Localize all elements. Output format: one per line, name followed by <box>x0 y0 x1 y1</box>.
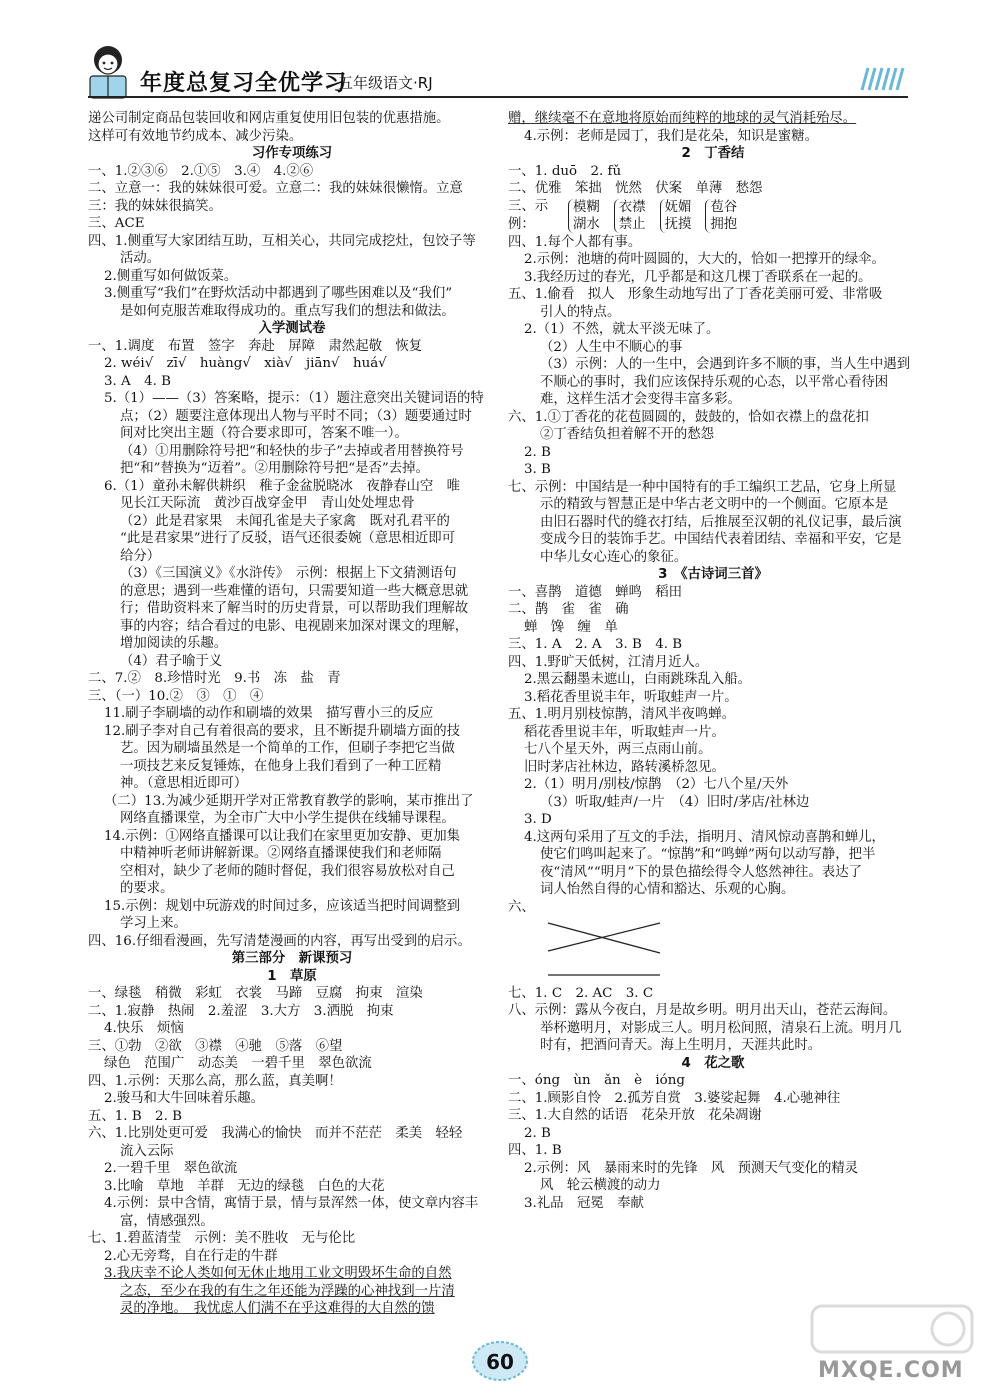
answer-line: 是如何克服苦难取得成功的。重点写我们的想法和做法。 <box>120 303 455 319</box>
answer-line: 2.示例：风 暴雨来时的先锋 风 预测天气变化的精灵 <box>524 1160 859 1176</box>
answer-line: 四、1.每个人都有事。 <box>508 234 642 250</box>
answer-line: 三：我的妹妹很搞笑。 <box>88 198 222 214</box>
answer-line: 间对比突出主题（符合要求即可，答案不唯一）。 <box>120 426 408 441</box>
answer-line: 1 草原 <box>267 968 317 984</box>
answer-line: 事的内容；结合看过的电影、电视剧来加深对课文的理解， <box>120 618 469 634</box>
stripe-mark <box>897 68 903 90</box>
answer-line: 风 轮云横渡的动力 <box>540 1178 661 1193</box>
brace-answer-row <box>508 198 918 234</box>
right-answer-column <box>508 110 918 1212</box>
answer-line: 三、1.大自然的话语 花朵开放 花朵凋谢 <box>508 1108 762 1123</box>
answer-line: 不顺心的事时，我们应该保持乐观的心态，以平常心看待困 <box>540 374 889 390</box>
answer-line: 一项技艺来反复锤炼，在他身上我们看到了一种工匠精 <box>120 758 442 774</box>
answer-line: 3. D <box>524 812 552 827</box>
answer-line: （2）人生中不顺心的事 <box>540 339 683 355</box>
answer-line: 富，情感强烈。 <box>120 1213 214 1229</box>
matching-label: 六、 <box>508 899 535 913</box>
answer-line: 入学测试卷 <box>258 321 326 336</box>
answer-line: 七、1. C 2. AC 3. C <box>508 985 654 1001</box>
answer-line: 四、1. B <box>508 1143 562 1158</box>
answer-line: 难，这样生活才会变得丰富多彩。 <box>540 392 741 407</box>
answer-line: 七八个星天外，两三点雨山前。 <box>524 742 712 757</box>
answer-line: 2.侧重写如何做饭菜。 <box>104 268 238 284</box>
answer-line: 3.我庆幸不论人类如何无休止地用工业文明毁坏生命的自然 <box>104 1266 452 1281</box>
answer-line: 三、ACE <box>88 216 145 231</box>
brace-word: 苞谷 <box>710 199 738 215</box>
answer-line: 2 丁香结 <box>681 146 745 161</box>
answer-line: 2.骏马和大牛回味着乐趣。 <box>104 1091 265 1106</box>
header-rule <box>88 96 908 98</box>
answer-line: 点；（2）题要注意体现出人物与平时不同；（3）题要通过时 <box>120 408 472 424</box>
answer-line: 网络直播课堂，为全市广大中小学生提供在线辅导课程。 <box>120 811 455 826</box>
brace-group <box>660 199 692 233</box>
answer-line: 3. B <box>524 462 551 477</box>
answer-line: 一、1. duō 2. fǔ <box>508 163 622 179</box>
answer-line: 五、1.偷看 拟人 形象生动地写出了丁香花美丽可爱、非常吸 <box>508 287 883 302</box>
answer-line: 流入云际 <box>120 1143 174 1159</box>
answer-line: 2.黑云翻墨未遮山，白雨跳珠乱入船。 <box>524 672 752 687</box>
answer-line: 3.侧重写“我们”在野炊活动中都遇到了哪些困难以及“我们” <box>104 286 453 301</box>
matching-lines-diagram <box>542 917 672 981</box>
answer-line: 二、1.寂静 热闹 2.羞涩 3.大方 3.洒脱 拘束 <box>88 1003 394 1019</box>
answer-line: “此是君家果”进行了反驳，语气还很委婉（意思相近即可 <box>120 531 456 546</box>
answer-line: 6.（1）童孙未解供耕织 稚子金盆脱晓冰 夜静春山空 唯 <box>104 478 461 494</box>
grade-subject-label: 五年级语文·RJ <box>338 74 433 92</box>
answer-line: （3）《三国演义》《水浒传》 示例：根据上下文猜测语句 <box>120 566 457 581</box>
answer-line: 引人的特点。 <box>540 304 621 320</box>
answer-line: 15.示例：规划中玩游戏的时间过多，应该适当把时间调整到 <box>104 898 461 914</box>
answer-line: 赠，继续毫不在意地将原始而纯粹的地球的灵气消耗殆尽。 <box>508 111 857 126</box>
answer-line: 4.这两句采用了互文的手法，指明月、清风惊动喜鹊和蝉儿， <box>524 829 885 845</box>
stripe-mark <box>876 68 882 90</box>
answer-line: 七、示例：中国结是一种中国特有的手工编织工艺品，它身上所显 <box>508 479 897 495</box>
answer-line: 示的精致与智慧正是中华古老文明中的一个侧面。它原本是 <box>540 497 889 512</box>
answer-line: 夜“清风”“明月”下的景色描绘得令人悠然神往。表达了 <box>540 864 862 880</box>
answer-line: 五、1. B 2. B <box>88 1108 182 1124</box>
answer-line: 的意思；遇到一些难懂的语句，只需要知道一些大概意思就 <box>120 583 469 599</box>
stripe-mark <box>862 68 868 90</box>
answer-line: 14.示例：①网络直播课可以让我们在家里更加安静、更加集 <box>104 828 461 844</box>
answer-line: 七、1.碧蓝清莹 示例：美不胜收 无与伦比 <box>88 1231 356 1246</box>
brace-group <box>568 199 600 233</box>
answer-line: 二、立意一：我的妹妹很可爱。立意二：我的妹妹很懒惰。立意 <box>88 181 463 196</box>
answer-line: 2.一碧千里 翠色欲流 <box>104 1161 238 1176</box>
answer-line: 词人怡然自得的心情和豁达、乐观的心胸。 <box>540 882 795 897</box>
answer-line: 把“和”替换为“迈着”。②用删除符号把“是否”去掉。 <box>120 461 429 476</box>
brace-word: 抚摸 <box>664 216 692 232</box>
answer-line: 2.心无旁骛，自在行走的牛群 <box>104 1248 278 1264</box>
answer-line: 绿色 范围广 动态美 一碧千里 翠色欲流 <box>104 1056 372 1071</box>
answer-line: （二）13.为减少延期开学对正常教育教学的影响，某市推出了 <box>104 793 474 809</box>
answer-line: 学习上来。 <box>120 916 187 931</box>
answer-line: 蝉 馋 缠 单 <box>524 619 618 635</box>
answer-line: 举杯邀明月，对影成三人。明月松间照，清泉石上流。明月几 <box>540 1020 902 1036</box>
answer-line: 3.稻花香里说丰年，听取蛙声一片。 <box>524 689 738 705</box>
answer-line: 一、绿毯 稍微 彩虹 衣裳 马蹄 豆腐 拘束 渲染 <box>88 986 423 1001</box>
left-answer-column <box>88 110 496 1318</box>
answer-line: 一、óng ùn ǎn è ióng <box>508 1073 685 1088</box>
brace-word: 模糊 <box>573 199 600 215</box>
brace-word: 湖水 <box>573 216 600 232</box>
answer-line: 旧时茅店社林边，路转溪桥忽见。 <box>524 759 725 775</box>
answer-line: 中精神听老师讲解新课。②网络直播课使我们和老师隔 <box>120 846 442 861</box>
answer-line: 四、1.示例：天那么高，那么蓝，真美啊！ <box>88 1073 342 1089</box>
brace-group <box>614 199 646 233</box>
answer-line: 的要求。 <box>120 881 174 896</box>
page-number: 60 <box>486 1350 514 1374</box>
answer-line: 行；借助资料来了解当时的历史背景，可以帮助我们理解故 <box>120 601 469 616</box>
answer-line: （3）示例：人的一生中，会遇到许多不顺的事，当人生中遇到 <box>540 357 911 372</box>
answer-line: 三、1. A 2. A 3. B 4. B <box>508 637 683 652</box>
answer-line: 四、16.仔细看漫画，先写清楚漫画的内容，再写出受到的启示。 <box>88 933 471 949</box>
book-series-title: 年度总复习全优学习 <box>140 71 348 96</box>
answer-line: 习作专项练习 <box>251 146 333 161</box>
answer-line: 3.比喻 草地 羊群 无边的绿毯 白色的大花 <box>104 1178 385 1194</box>
answer-line: 五、1.明月别枝惊鹊，清风半夜鸣蝉。 <box>508 707 736 722</box>
stripe-mark <box>883 68 889 90</box>
answer-line: 一、1.②③⑥ 2.①⑤ 3.④ 4.②⑥ <box>88 163 314 179</box>
answer-line: 2.示例：池塘的荷叶圆圆的，大大的，恰如一把撑开的绿伞。 <box>524 252 885 267</box>
answer-line: 神。（意思相近即可） <box>120 776 248 791</box>
brace-word: 拥抱 <box>710 216 738 232</box>
answer-line: 4.示例：老师是园丁，我们是花朵，知识是蜜糖。 <box>524 128 818 144</box>
watermark-text: MXQE.COM <box>818 1358 964 1383</box>
brace-word: 妩媚 <box>664 199 692 215</box>
answer-line: 4.示例：景中含情，寓情于景，情与景浑然一体，使文章内容丰 <box>104 1196 479 1211</box>
answer-line: 八、示例：露从今夜白，月是故乡明。明月出天山，苍茫云海间。 <box>508 1003 897 1018</box>
decorative-stripes-icon <box>858 66 908 92</box>
answer-line: 二、鹊 雀 雀 确 <box>508 602 629 617</box>
answer-line: 11.刷子李刷墙的动作和刷墙的效果 描写曹小三的反应 <box>104 706 434 721</box>
answer-line: 2. wéi√ zī√ huàng√ xià√ jiān√ huá√ <box>104 356 387 371</box>
answer-line: 由旧石器时代的缝衣打结，后推展至汉朝的礼仪记事，最后演 <box>540 514 902 530</box>
brace-group <box>705 199 737 233</box>
answer-line: 二、7.② 8.珍惜时光 9.书 冻 盐 青 <box>88 671 341 686</box>
brace-word: 禁止 <box>618 216 646 232</box>
stripe-mark <box>869 68 875 90</box>
answer-line: 5.（1）——（3）答案略，提示：（1）题注意突出关键词语的特 <box>104 391 484 406</box>
answer-line: 4.快乐 烦恼 <box>104 1021 184 1036</box>
answer-line: 使它们鸣叫起来了。“惊鹊”和“鸣蝉”两句以动写静，把半 <box>540 847 876 862</box>
answer-line: 增加阅读的乐趣。 <box>120 636 228 651</box>
answer-line: 2. B <box>524 1125 551 1141</box>
answer-line: ②丁香结负担着解不开的愁怨 <box>540 427 715 442</box>
answer-line: 四、1.野旷天低树，江清月近人。 <box>508 654 709 670</box>
answer-line: 灵的净地。 我忧虑人们满不在乎这难得的大自然的馈 <box>120 1301 435 1316</box>
brace-word: 衣襟 <box>618 199 646 215</box>
answer-line: 空相对，缺少了老师的随时督促，我们很容易放松对自己 <box>120 863 455 879</box>
answer-line: 一、喜鹊 道德 蝉鸣 稻田 <box>508 584 683 600</box>
answer-line: 六、1.比别处更可爱 我满心的愉快 而并不茫茫 柔美 轻轻 <box>88 1126 463 1141</box>
answer-line: 二、优雅 笨拙 恍然 伏案 单薄 愁怨 <box>508 181 763 196</box>
answer-line: 第三部分 新课预习 <box>231 951 353 966</box>
answer-line: 四、1.侧重写大家团结互助，互相关心，共同完成挖灶，包饺子等 <box>88 233 476 249</box>
answer-line: 稻花香里说丰年，听取蛙声一片。 <box>524 724 725 740</box>
answer-line: （4）①用删除符号把“和轻快的步子”去掉或者用替换符号 <box>120 443 464 459</box>
brace-row-label: 三、示例： <box>508 199 549 232</box>
answer-line: 一、1.调度 布置 签字 奔赴 屏障 肃然起敬 恢复 <box>88 338 423 354</box>
answer-line: （3）听取/蛙声/一片 （4）旧时/茅店/社林边 <box>540 794 810 810</box>
answer-line: （2）此是君家果 未闻孔雀是夫子家禽 既对孔君平的 <box>120 513 450 529</box>
answer-line: 这样可有效地节约成本、减少污染。 <box>88 128 303 144</box>
answer-line: 时有，把酒问青天。海上生明月，天涯共此时。 <box>540 1038 822 1053</box>
answer-line: 三、（一）10.② ③ ① ④ <box>88 688 264 704</box>
answer-line: 3.礼品 冠冕 奉献 <box>524 1195 644 1211</box>
answer-line: 见长江天际流 黄沙百战穿金甲 青山处处埋忠骨 <box>120 496 415 511</box>
answer-line: 二、1.顾影自怜 2.孤芳自赏 3.婆娑起舞 4.心驰神往 <box>508 1090 841 1106</box>
answer-line: 12.刷子李对自己有着很高的要求，且不断提升刷墙方面的技 <box>104 723 461 739</box>
answer-line: （4）君子喻于义 <box>120 653 223 669</box>
answer-line: 2.（1）不然，就太平淡无味了。 <box>524 322 720 337</box>
page-header <box>0 0 1000 108</box>
answer-line: 六、1.①丁香花的花苞圆圆的，鼓鼓的，恰如衣襟上的盘花扣 <box>508 409 869 425</box>
answer-line: 2. B <box>524 444 551 460</box>
answer-line: 给分） <box>120 548 161 564</box>
answer-line: 3 《古诗词三首》 <box>658 567 768 582</box>
stripe-mark <box>890 68 896 90</box>
answer-line: 3.我经历过的春光，几乎都是和这几棵丁香联系在一起的。 <box>524 269 872 285</box>
answer-line: 三、①勃 ②欲 ③襟 ④驰 ⑤落 ⑥望 <box>88 1038 343 1054</box>
answer-line: 变成今日的装饰手艺。中国结代表着团结、幸福和平安，它是 <box>540 532 902 547</box>
answer-line: 活动。 <box>120 251 161 266</box>
answer-line: 之态，至少在我的有生之年还能为浮躁的心神找到一片清 <box>120 1283 455 1299</box>
answer-line: 艺。因为刷墙虽然是一个简单的工作，但刷子李把它当做 <box>120 741 455 756</box>
answer-line: 中华儿女心连心的象征。 <box>540 549 688 565</box>
answer-line: 3. A 4. B <box>104 373 171 389</box>
answer-line: 2.（1）明月/别枝/惊鹊 （2）七八个星/天外 <box>524 777 789 792</box>
reading-girl-mascot-icon <box>82 42 134 102</box>
answer-line: 4 花之歌 <box>681 1055 745 1071</box>
answer-line: 递公司制定商品包装回收和网店重复使用旧包装的优惠措施。 <box>88 111 450 126</box>
